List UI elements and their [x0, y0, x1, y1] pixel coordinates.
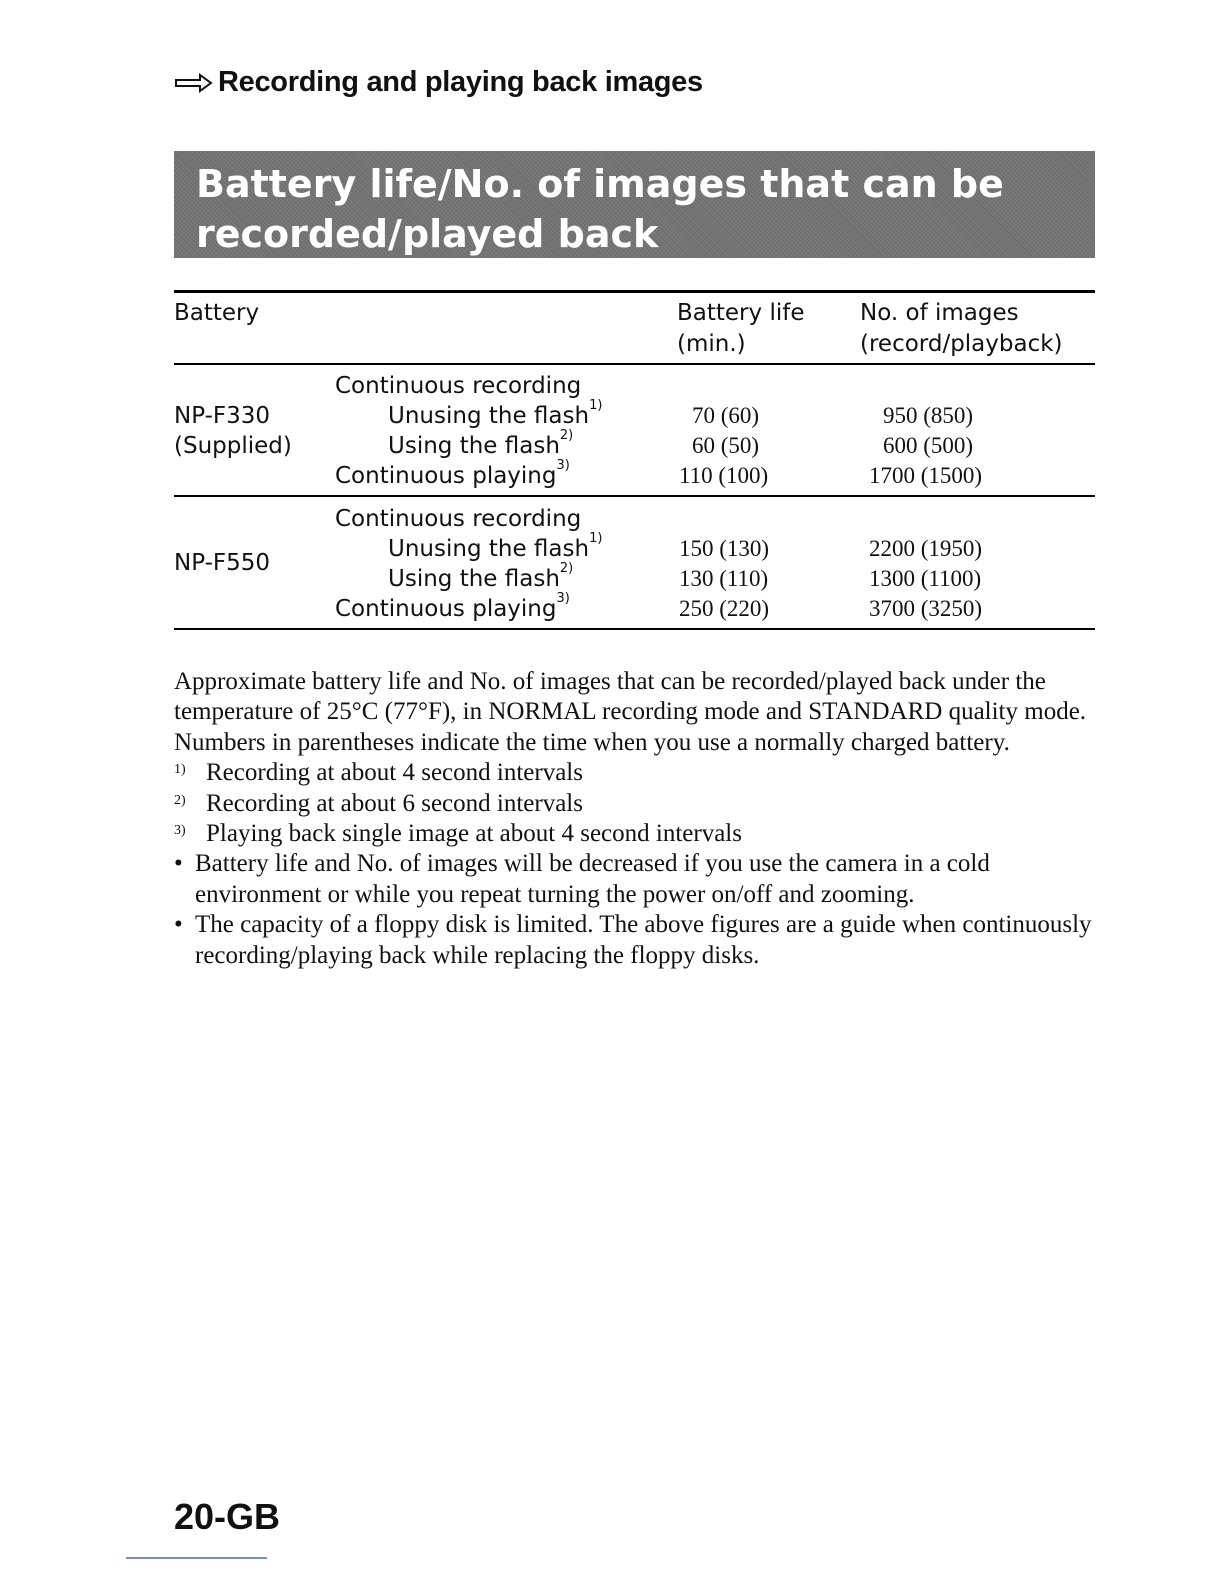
- footnote-ref: 3): [556, 458, 570, 473]
- arrow-right-icon: [174, 72, 214, 94]
- footnote-text: Playing back single image at about 4 second intervals: [206, 820, 742, 848]
- mode-label: Unusing the flash$^{1)}$: [388, 398, 603, 429]
- header-rule: [174, 363, 1095, 365]
- battery-life-value: 150 (130): [679, 536, 770, 561]
- mode-label: Continuous playing$^{3)}$: [335, 458, 570, 489]
- footnote-ref: 1): [589, 398, 603, 413]
- page-footer-rule: [126, 1557, 267, 1559]
- section-heading-text: Recording and playing back images: [218, 66, 703, 98]
- footnote: [174, 819, 1099, 849]
- images-value: 950 (850): [883, 403, 974, 428]
- bullet-item: [174, 910, 1099, 971]
- footnote: [174, 789, 1099, 819]
- description-paragraph: Approximate battery life and No. of images that can be recorded/played back under the temperature of 25°C (77°F), in NORMAL recording mode and STANDARD quality mode. Numbers in parentheses indicate the time when you use a normally charged battery.: [174, 668, 1087, 756]
- bullet-mark: •: [174, 911, 183, 939]
- mode-label: Unusing the flash$^{1)}$: [388, 531, 603, 562]
- footnote: [174, 758, 1099, 788]
- title-banner: [174, 151, 1095, 258]
- page-number: 20-GB: [174, 1496, 281, 1537]
- battery-life-value: 250 (220): [679, 596, 770, 621]
- footnote-mark: 1): [174, 762, 186, 778]
- header-battery: Battery: [174, 300, 260, 326]
- battery-name: NP-F550: [174, 550, 270, 576]
- battery-life-value: 70 (60): [692, 403, 760, 428]
- banner-title-line-2: recorded/played back: [196, 212, 659, 256]
- battery-life-value: 60 (50): [692, 433, 760, 458]
- table-bottom-rule: [174, 628, 1095, 630]
- table-top-rule: [174, 290, 1095, 293]
- group-rule: [174, 495, 1095, 497]
- images-value: 3700 (3250): [869, 596, 983, 621]
- section-heading: [174, 66, 703, 99]
- images-value: 2200 (1950): [869, 536, 983, 561]
- mode-label: Continuous playing$^{3)}$: [335, 591, 570, 622]
- banner-title-line-1: Battery life/No. of images that can be: [196, 162, 1004, 206]
- footnote-mark: 2): [174, 792, 186, 808]
- bullet-text: Battery life and No. of images will be decreased if you use the camera in a cold environment or while you repeat turning the power on/off and zooming.: [195, 850, 990, 908]
- footnote-ref: 1): [589, 531, 603, 546]
- images-value: 1300 (1100): [869, 566, 982, 591]
- header-images: No. of images: [860, 300, 1019, 326]
- footnote-mark: 3): [174, 823, 186, 839]
- footnote-ref: 2): [559, 428, 574, 443]
- battery-name: NP-F330: [174, 403, 270, 429]
- images-value: 1700 (1500): [869, 463, 983, 488]
- images-value: 600 (500): [883, 433, 974, 458]
- footnote-text: Recording at about 6 second intervals: [206, 789, 583, 817]
- header-battery-life-unit: (min.): [677, 331, 746, 357]
- mode-label: Continuous recording: [335, 506, 582, 532]
- header-battery-life: Battery life: [677, 300, 805, 326]
- bullet-item: [174, 849, 1099, 910]
- battery-life-value: 110 (100): [679, 463, 769, 488]
- mode-label: Continuous recording: [335, 373, 582, 399]
- bullet-mark: •: [174, 850, 183, 878]
- footnote-ref: 3): [556, 591, 570, 606]
- mode-label: Using the flash$^{2)}$: [388, 428, 574, 459]
- bullet-text: The capacity of a floppy disk is limited. The above figures are a guide when continuously recording/playing back while replacing the floppy disks.: [195, 911, 1092, 969]
- footnote-text: Recording at about 4 second intervals: [206, 759, 583, 787]
- notes-section: [174, 667, 1099, 971]
- battery-note: (Supplied): [174, 433, 292, 459]
- mode-label: Using the flash$^{2)}$: [388, 561, 574, 592]
- battery-life-value: 130 (110): [679, 566, 769, 591]
- header-images-mode: (record/playback): [860, 331, 1063, 357]
- footnote-ref: 2): [559, 561, 574, 576]
